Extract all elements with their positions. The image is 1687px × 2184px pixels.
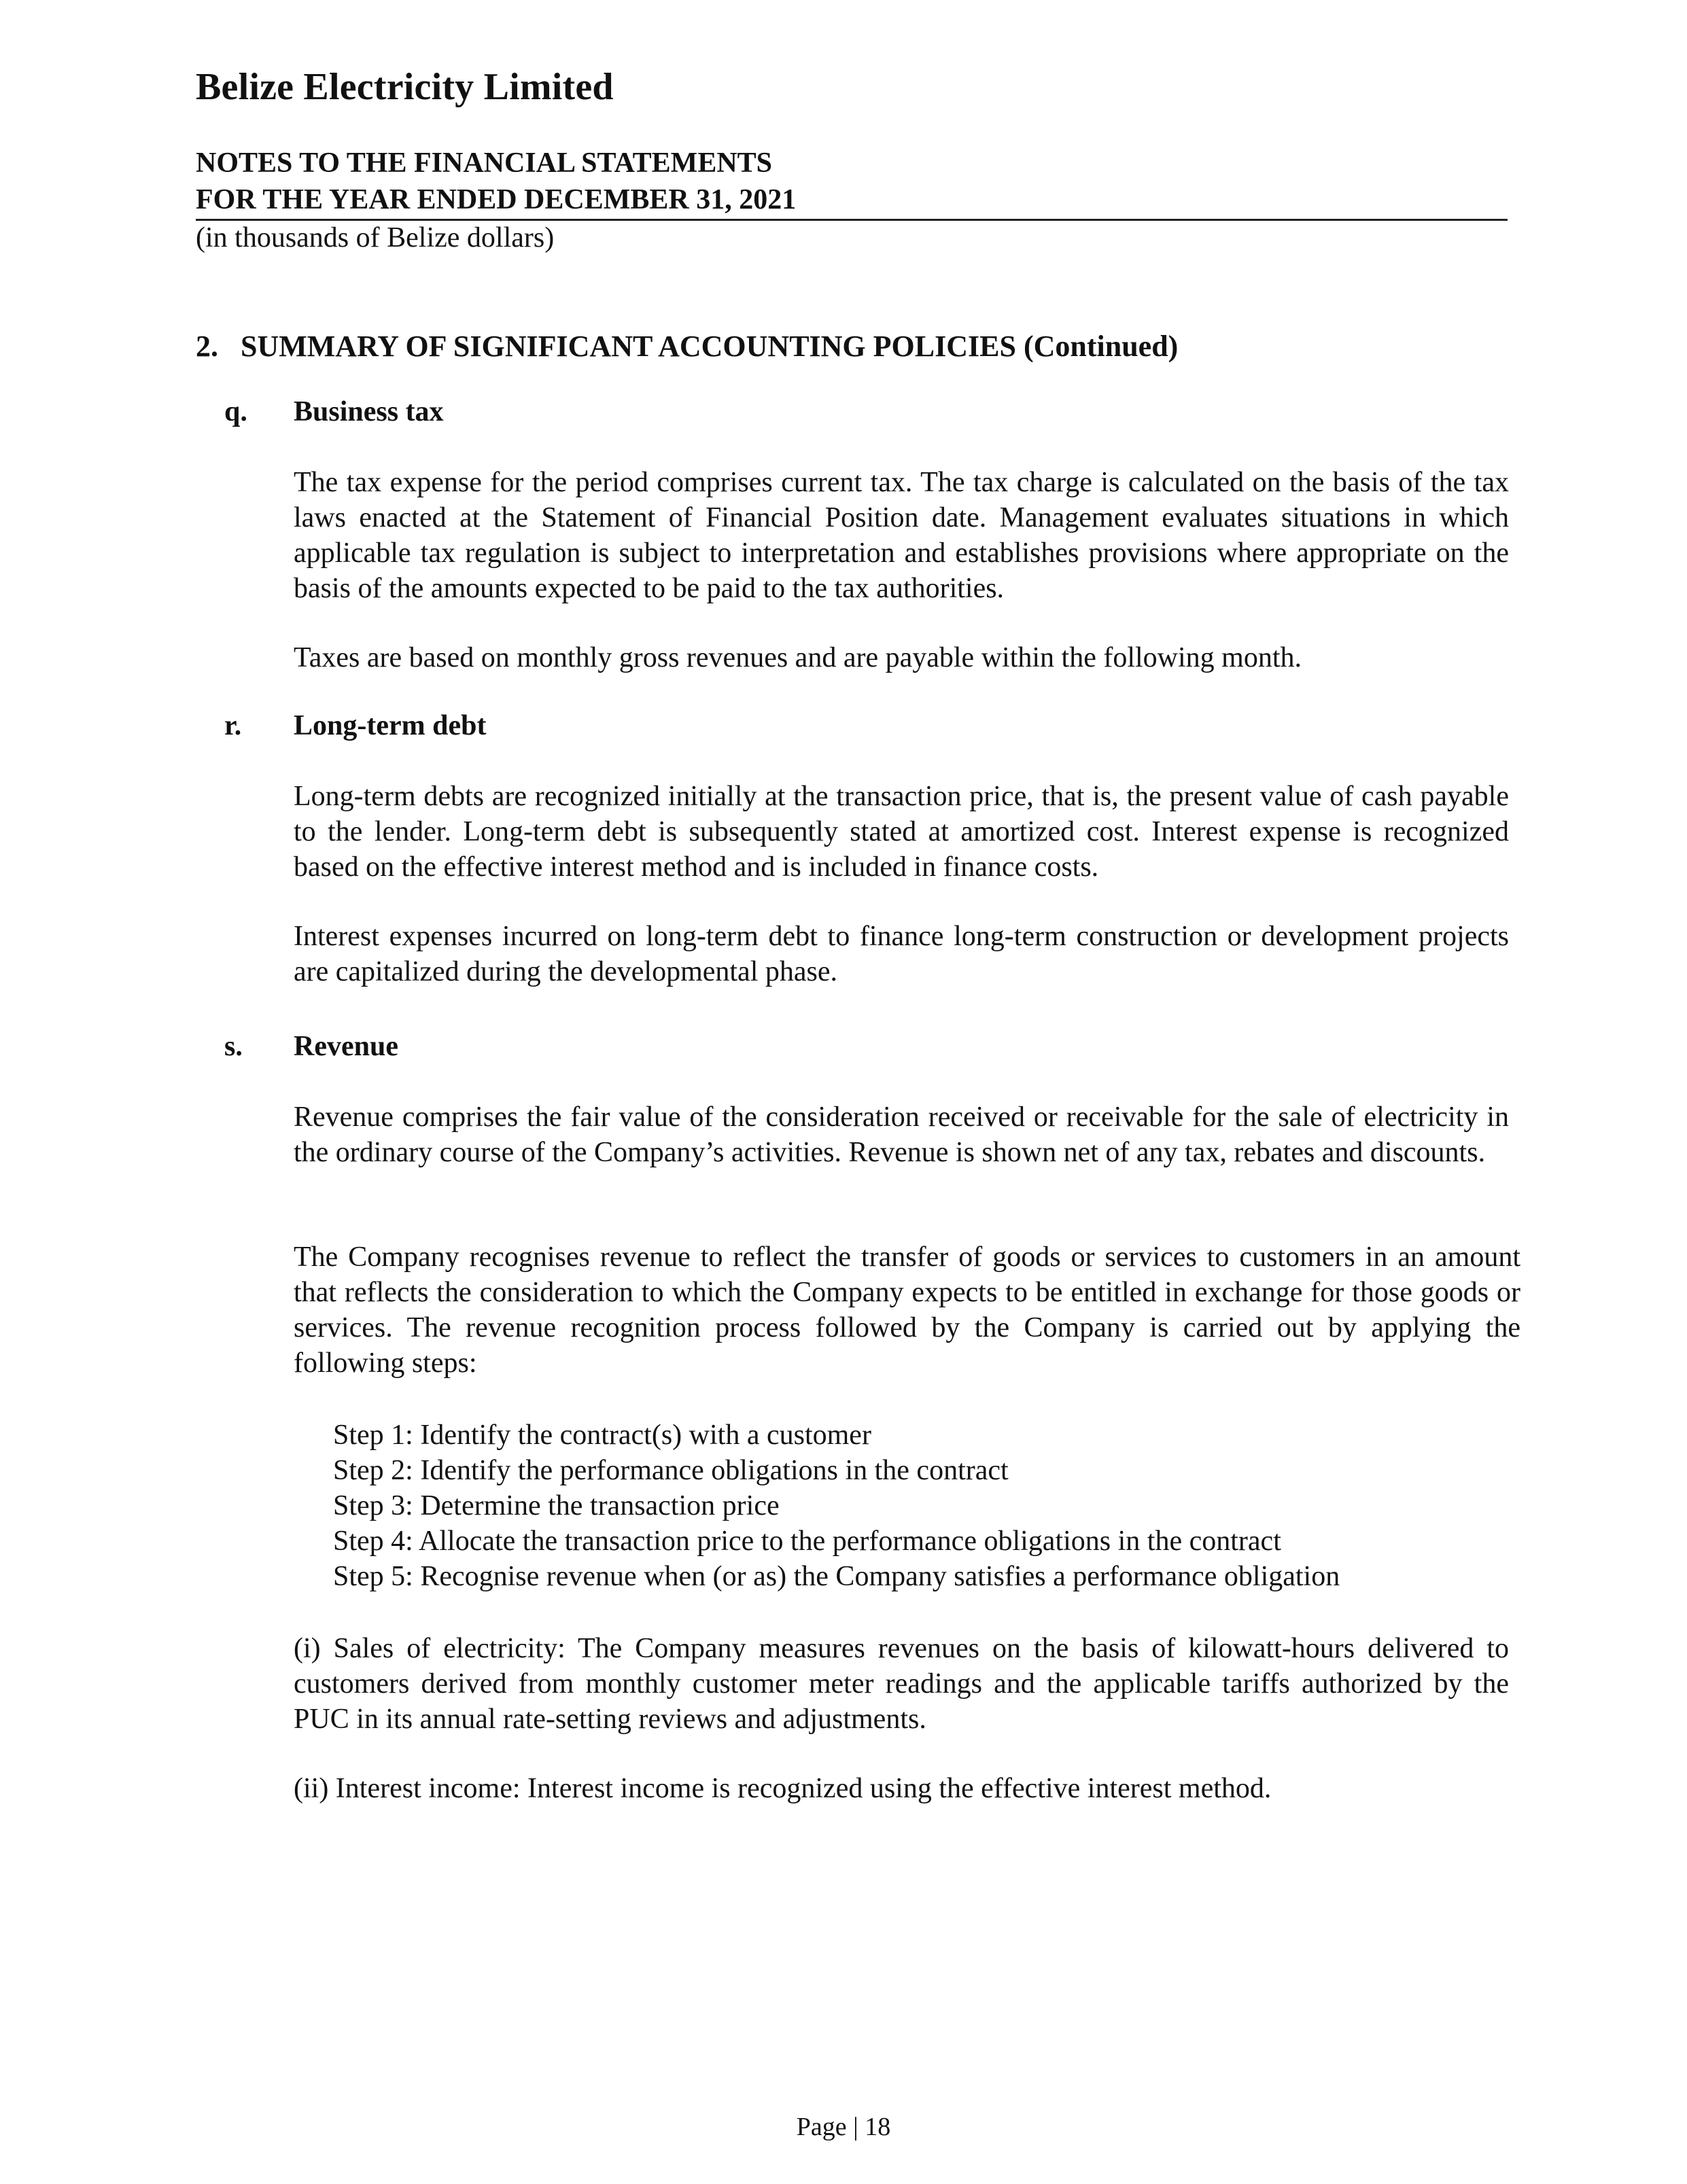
long-term-debt-paragraph-1: Long-term debts are recognized initially at the transaction price, that is, the present value of cash payable to the lender. Long-term debt is subsequently stated at amortized cost. Interest expense is recognized based on the effective interest method and is included in finance costs. [294, 781, 1509, 883]
long-term-debt-paragraph-2: Interest expenses incurred on long-term debt to finance long-term construction or development projects are capitalized during the developmental phase. [294, 921, 1509, 987]
revenue-paragraph-1: Revenue comprises the fair value of the consideration received or receivable for the sale of electricity in the ordinary course of the Company’s activities. Revenue is shown net of any tax, rebates and discounts. [294, 1102, 1509, 1168]
revenue-step-4: Step 4: Allocate the transaction price to the performance obligations in the contract [333, 1526, 1281, 1557]
section-title: SUMMARY OF SIGNIFICANT ACCOUNTING POLICIES (Continued) [241, 330, 1179, 363]
subsection-title-revenue: Revenue [294, 1031, 398, 1062]
header-divider [196, 219, 1508, 221]
revenue-step-1: Step 1: Identify the contract(s) with a customer [333, 1420, 871, 1451]
revenue-step-3: Step 3: Determine the transaction price [333, 1490, 780, 1521]
business-tax-paragraph-2: Taxes are based on monthly gross revenues and are payable within the following month. [294, 642, 1302, 673]
subsection-letter-q: q. [224, 396, 247, 427]
company-name: Belize Electricity Limited [196, 66, 614, 108]
subsection-letter-s: s. [224, 1031, 243, 1062]
revenue-sales-of-electricity: (i) Sales of electricity: The Company measures revenues on the basis of kilowatt-hours delivered to customers derived from monthly customer meter readings and the applicable tariffs authorized by the PUC in its annual rate-setting reviews and adjustments. [294, 1633, 1509, 1735]
subsection-title-long-term-debt: Long-term debt [294, 710, 487, 741]
page-number: Page | 18 [796, 2113, 891, 2141]
subsection-title-business-tax: Business tax [294, 396, 444, 427]
statement-title: NOTES TO THE FINANCIAL STATEMENTS [196, 147, 773, 179]
revenue-step-2: Step 2: Identify the performance obligations in the contract [333, 1455, 1009, 1486]
revenue-paragraph-2: The Company recognises revenue to reflect the transfer of goods or services to customers in an amount that reflects the consideration to which the Company expects to be entitled in exchange for those goods or services. The revenue recognition process followed by the Company is carried out by applying the following steps: [294, 1241, 1520, 1379]
section-number: 2. [196, 330, 218, 363]
subsection-letter-r: r. [224, 710, 242, 741]
business-tax-paragraph-1: The tax expense for the period comprises current tax. The tax charge is calculated on the basis of the tax laws enacted at the Statement of Financial Position date. Management evaluates situations in which applicable tax regulation is subject to interpretation and establishes provisions where appropriate on the basis of the amounts expected to be paid to the tax authorities. [294, 467, 1509, 604]
statement-period: FOR THE YEAR ENDED DECEMBER 31, 2021 [196, 184, 797, 215]
currency-units-note: (in thousands of Belize dollars) [196, 222, 555, 253]
revenue-step-5: Step 5: Recognise revenue when (or as) the Company satisfies a performance obligation [333, 1561, 1340, 1592]
revenue-interest-income: (ii) Interest income: Interest income is recognized using the effective interest method. [294, 1773, 1272, 1804]
